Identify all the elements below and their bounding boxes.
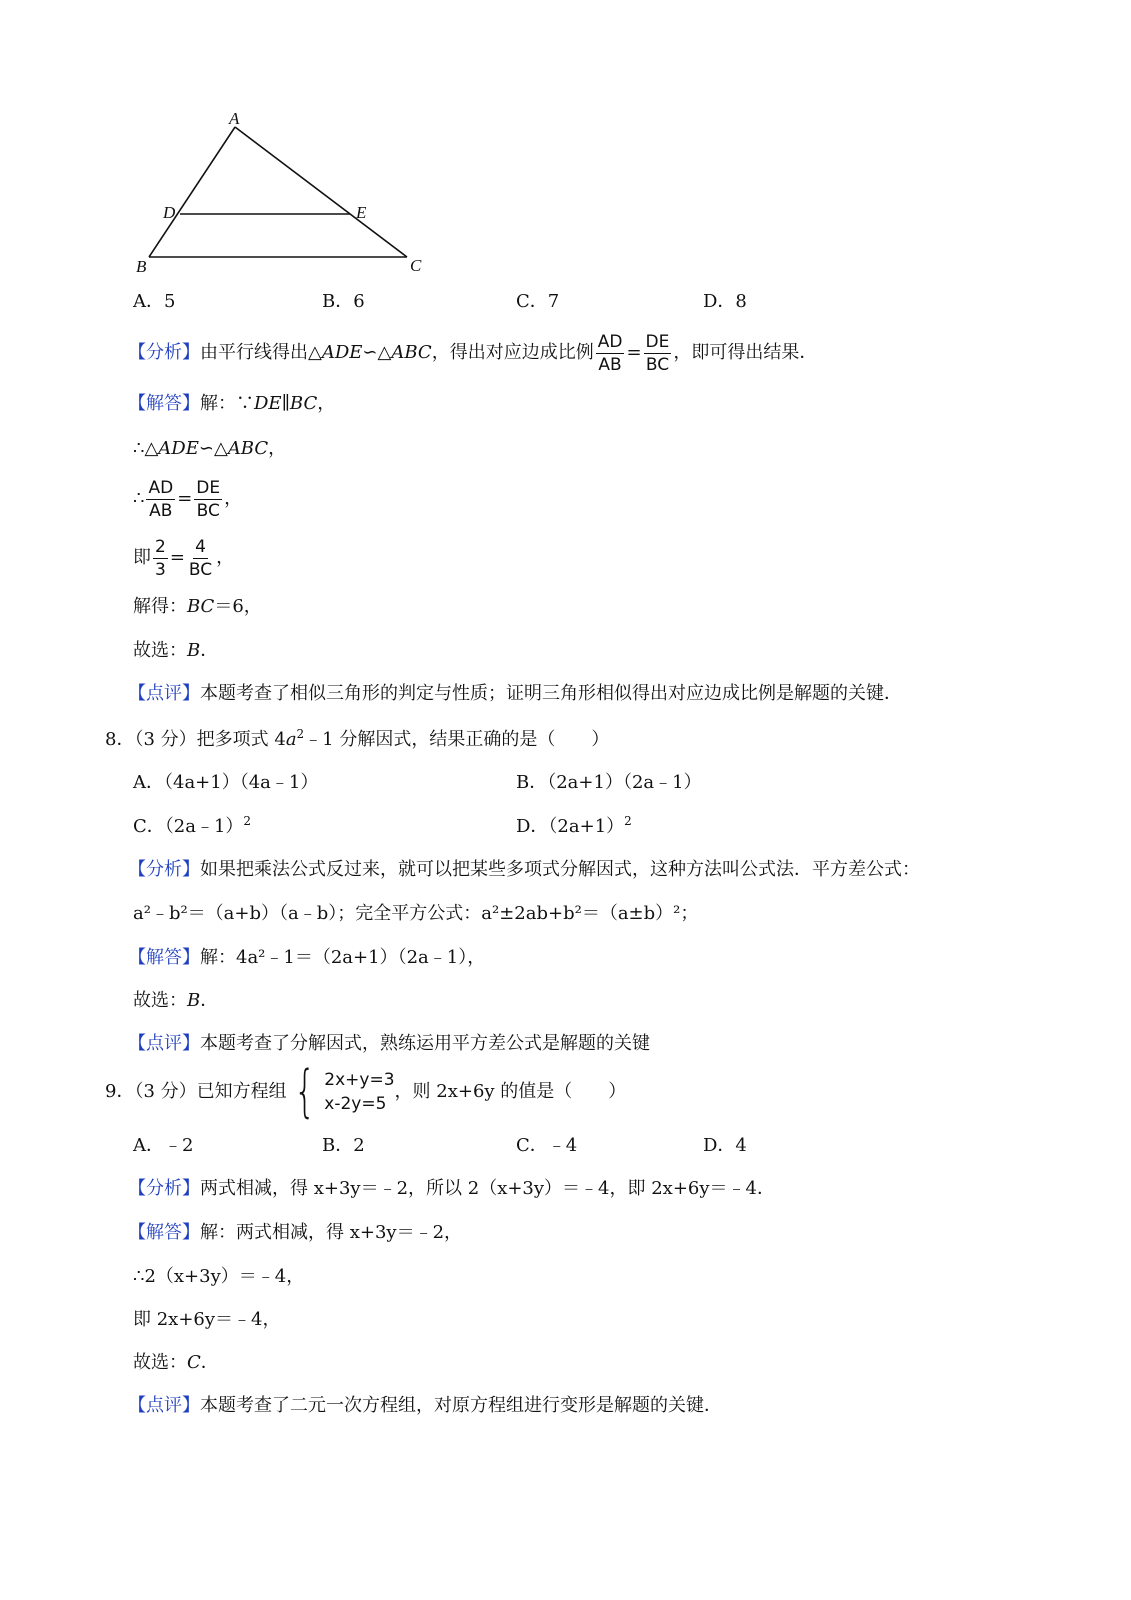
q9-stem: 9．（3 分）已知方程组 { 2x+y=3 x-2y=5 ，则 2x+6y 的值是（ ） <box>105 1059 627 1124</box>
q7-review <box>128 683 902 705</box>
answer-tag: 【解答】 <box>128 393 200 414</box>
q9-choice-line: 故选：C． <box>133 1352 219 1373</box>
segment-ab <box>149 127 235 257</box>
analysis-text: 由平行线得出△ <box>200 342 322 363</box>
fraction-4-bc: $\frac{4}{BC}$ <box>188 536 213 580</box>
analysis-ade: ADE <box>321 342 363 363</box>
brace-icon: { <box>293 1059 316 1124</box>
q9-answer: 【解答】解：两式相减，得 x+3y＝﹣2， <box>128 1222 463 1243</box>
q7-option-d[interactable]: D．8 <box>703 291 747 312</box>
triangle-figure <box>125 105 435 280</box>
equals-sign: = <box>626 342 642 363</box>
q8-choice-line: 故选：B． <box>133 990 219 1011</box>
fraction-2-3: $\frac{2}{3}$ <box>155 536 166 580</box>
q9-review: 【点评】本题考查了二元一次方程组，对原方程组进行变形是解题的关键． <box>128 1395 722 1416</box>
q9-option-c[interactable]: C．﹣4 <box>516 1135 578 1156</box>
review-tag: 【点评】 <box>128 683 200 704</box>
q7-solve-line: 解得：BC＝6， <box>133 596 262 617</box>
segment-ac <box>235 127 407 257</box>
q7-substitution-line: 即 $\frac{2}{3}$ = $\frac{4}{BC}$ ， <box>133 536 235 580</box>
analysis-abc: ABC <box>391 342 432 363</box>
q7-option-c[interactable]: C．7 <box>516 291 560 312</box>
q9-option-a[interactable]: A．﹣2 <box>133 1135 194 1156</box>
q9-option-d[interactable]: D．4 <box>703 1135 747 1156</box>
q8-answer: 【解答】解：4a²﹣1＝（2a+1）（2a﹣1）， <box>128 947 486 968</box>
equation-1: 2x+y=3 <box>324 1070 395 1090</box>
q7-similar-line: ∴△ADE∽△ABC， <box>133 438 287 459</box>
review-text: 本题考查了相似三角形的判定与性质；证明三角形相似得出对应边成比例是解题的关键． <box>200 683 902 704</box>
analysis-text-end: ，即可得出结果． <box>673 342 818 363</box>
q9-analysis: 【分析】两式相减，得 x+3y＝﹣2，所以 2（x+3y）＝﹣4，即 2x+6y＝﹣4． <box>128 1178 775 1199</box>
q8-review: 【点评】本题考查了分解因式，熟练运用平方差公式是解题的关键 <box>128 1033 650 1054</box>
analysis-text-mid: ，得出对应边成比例 <box>431 342 594 363</box>
analysis-sim: ∽△ <box>362 342 392 363</box>
q8-option-c[interactable]: C．（2a﹣1）$^2$ <box>133 814 252 837</box>
q7-option-b[interactable]: B．6 <box>322 291 365 312</box>
q7-ratio-line: ∴ $\frac{AD}{AB}$ = $\frac{DE}{BC}$ ， <box>133 477 243 521</box>
q7-analysis <box>128 328 817 378</box>
q7-choice-line: 故选：B． <box>133 640 219 661</box>
fraction-ad-ab-2: $\frac{AD}{AB}$ <box>148 477 174 521</box>
q8-analysis: 【分析】如果把乘法公式反过来，就可以把某些多项式分解因式，这种方法叫公式法．平方差公式： <box>128 859 920 880</box>
q8-option-b[interactable]: B．（2a+1）（2a﹣1） <box>516 772 702 793</box>
answer-text: 解：∵ <box>200 393 254 414</box>
fraction-de-bc: $\frac{DE}{BC}$ <box>645 331 670 375</box>
fraction-ad-ab: $\frac{AD}{AB}$ <box>597 331 623 375</box>
analysis-tag: 【分析】 <box>128 342 200 363</box>
answer-parallel: DE∥BC <box>254 393 318 414</box>
fraction-de-bc-2: $\frac{DE}{BC}$ <box>196 477 221 521</box>
q7-option-a[interactable]: A．5 <box>133 291 176 312</box>
label-c: C <box>410 256 422 275</box>
q8-formula-line: a²﹣b²＝（a+b）（a﹣b）；完全平方公式：a²±2ab+b²＝（a±b）²； <box>133 903 699 924</box>
q8-option-a[interactable]: A．（4a+1）（4a﹣1） <box>133 772 319 793</box>
q7-answer <box>128 393 335 415</box>
label-d: D <box>163 203 176 222</box>
label-a: A <box>229 109 240 128</box>
equation-2: x-2y=5 <box>324 1094 387 1114</box>
equation-system <box>287 1059 395 1124</box>
q9-option-b[interactable]: B．2 <box>322 1135 365 1156</box>
q8-stem: 8．（3 分）把多项式 $4a^2﹣1$ 分解因式，结果正确的是（ ） <box>105 727 610 750</box>
q9-therefore-line: ∴2（x+3y）＝﹣4， <box>133 1266 305 1287</box>
comma: ， <box>317 393 336 414</box>
q8-option-d[interactable]: D．$(2a+1)^2$ <box>516 814 632 837</box>
label-b: B <box>136 257 147 276</box>
label-e: E <box>356 203 367 222</box>
q9-ji-line: 即 2x+6y＝﹣4， <box>133 1309 281 1330</box>
